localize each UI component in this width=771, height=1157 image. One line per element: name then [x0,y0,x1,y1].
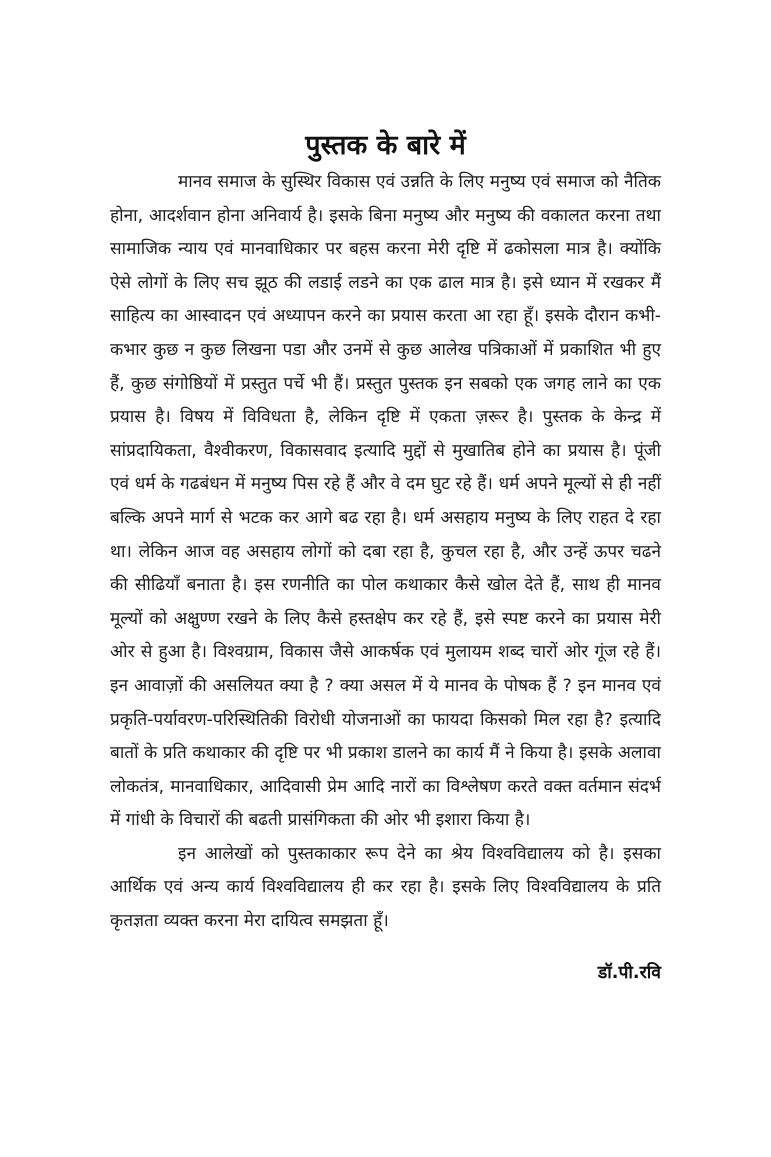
preface-paragraph-2: इन आलेखों को पुस्तकाकार रूप देने का श्रेय विश्वविद्यालय को है। इसका आर्थिक एवं अन्य कार्य विश्वविद्यालय ही कर रहा है। इसके लिए विश्वविद्यालय के प्रति कृतज्ञता व्यक्त करना मेरा दायित्व समझता हूँ। [110,843,661,932]
author-signature: डॉ.पी.रवि [597,963,661,983]
page-title: पुस्तक के बारे में [305,130,466,161]
preface-paragraph-1: मानव समाज के सुस्थिर विकास एवं उन्नति के लिए मनुष्य एवं समाज को नैतिक होना, आदर्शवान होना अनिवार्य है। इसके बिना मनुष्य और मनुष्य की वकालत करना तथा सामाजिक न्याय एवं मानवाधिकार पर बहस करना मेरी दृष्टि में ढकोसला मात्र है। क्योंकि ऐसे लोगों के लिए सच झूठ की लडाई लडने का एक ढाल मात्र है। इसे ध्यान में रखकर मैं साहित्य का आस्वादन एवं अध्यापन करने का प्रयास करता आ रहा हूँ। इसके दौरान कभी-कभार कुछ न कुछ लिखना पडा और उनमें से कुछ आलेख पत्रिकाओं में प्रकाशित भी हुए हैं, कुछ संगोष्ठियों में प्रस्तुत पर्चे भी हैं। प्रस्तुत पुस्तक इन सबको एक जगह लाने का एक प्रयास है। विषय में विविधता है, लेकिन दृष्टि में एकता ज़रूर है। पुस्तक के केन्द्र में सांप्रदायिकता, वैश्वीकरण, विकासवाद इत्यादि मुद्दों से मुखातिब होने का प्रयास है। पूंजी एवं धर्म के गढबंधन में मनुष्य पिस रहे हैं और वे दम घुट रहे हैं। धर्म अपने मूल्यों से ही नहीं बल्कि अपने मार्ग से भटक कर आगे बढ रहा है। धर्म असहाय मनुष्य के लिए राहत दे रहा था। लेकिन आज वह असहाय लोगों को दबा रहा है, कुचल रहा है, और उन्हें ऊपर चढने की सीढियाँ बनाता है। इस रणनीति का पोल कथाकार कैसे खोल देते हैं, साथ ही मानव मूल्यों को अक्षुण्ण रखने के लिए कैसे हस्तक्षेप कर रहे हैं, इसे स्पष्ट करने का प्रयास मेरी ओर से हुआ है। विश्वग्राम, विकास जैसे आकर्षक एवं मुलायम शब्द चारों ओर गूंज रहे हैं। इन आवाज़ों की असलियत क्या है ? क्या असल में ये मानव के पोषक हैं ? इन मानव एवं प्रकृति-पर्यावरण-परिस्थितिकी विरोधी योजनाओं का फायदा किसको मिल रहा है? इत्यादि बातों के प्रति कथाकार की दृष्टि पर भी प्रकाश डालने का कार्य मैं ने किया है। इसके अलावा लोकतंत्र, मानवाधिकार, आदिवासी प्रेम आदि नारों का विश्लेषण करते वक्त वर्तमान संदर्भ में गांधी के विचारों की बढती प्रासंगिकता की ओर भी इशारा किया है। [110,172,661,831]
preface-body [110,166,661,939]
